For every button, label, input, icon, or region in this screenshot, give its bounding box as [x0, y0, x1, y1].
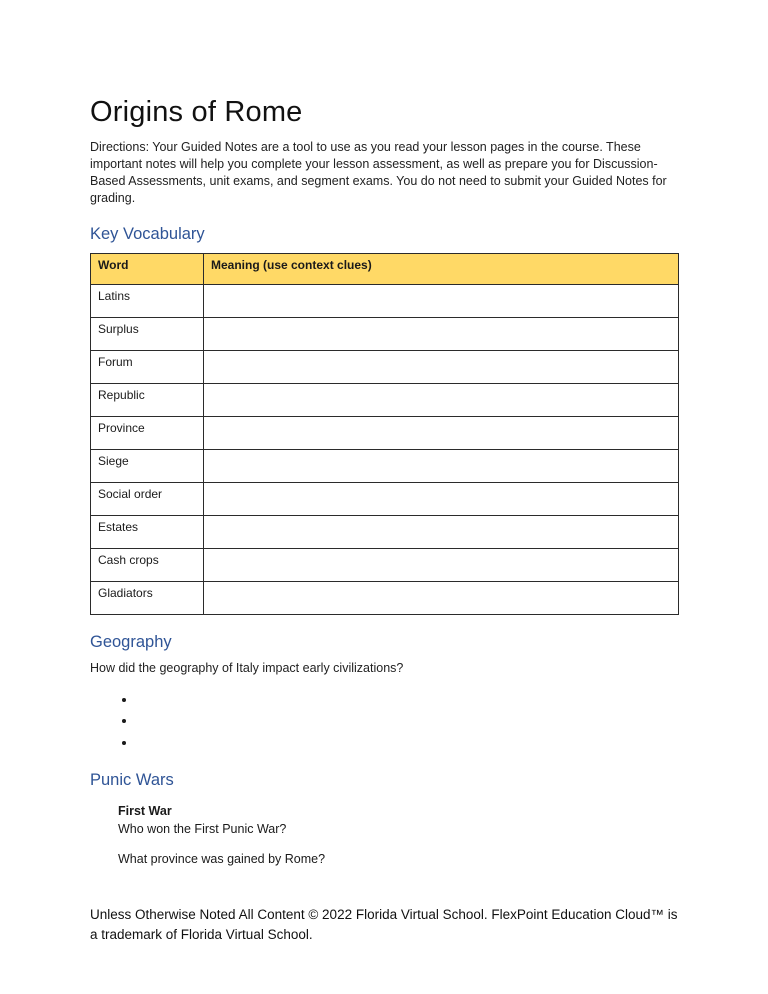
directions-paragraph: Directions: Your Guided Notes are a tool to use as you read your lesson pages in the course. These important notes will help you complete your lesson assessment, as well as prepare you for Discussion-Based Assessments, unit exams, and segment exams. You do not need to submit your Guided Notes for grading. — [90, 140, 667, 205]
section-heading-punic-wars: Punic Wars — [90, 770, 174, 789]
bullet-item[interactable] — [136, 710, 678, 731]
table-row — [91, 351, 679, 384]
punic-wars-subsection — [90, 804, 678, 866]
table-row — [91, 549, 679, 582]
table-header-row — [91, 254, 679, 285]
section-heading-key-vocabulary: Key Vocabulary — [90, 225, 205, 243]
table-header-meaning: Meaning (use context clues) — [204, 254, 679, 285]
geography-bullet-list — [136, 689, 678, 753]
punic-question-1: Who won the First Punic War? — [118, 821, 287, 836]
meaning-cell[interactable] — [204, 351, 679, 384]
meaning-cell[interactable] — [204, 318, 679, 351]
word-cell: Siege — [91, 450, 204, 483]
table-row — [91, 582, 679, 615]
word-cell: Social order — [91, 483, 204, 516]
meaning-cell[interactable] — [204, 483, 679, 516]
word-cell: Latins — [91, 285, 204, 318]
word-cell: Surplus — [91, 318, 204, 351]
table-header-word: Word — [91, 254, 204, 285]
table-row — [91, 384, 679, 417]
bullet-item[interactable] — [136, 732, 678, 753]
meaning-cell[interactable] — [204, 582, 679, 615]
word-cell: Forum — [91, 351, 204, 384]
word-cell: Cash crops — [91, 549, 204, 582]
table-row — [91, 417, 679, 450]
section-heading-geography: Geography — [90, 633, 172, 651]
meaning-cell[interactable] — [204, 417, 679, 450]
table-row — [91, 450, 679, 483]
table-row — [91, 483, 679, 516]
meaning-cell[interactable] — [204, 516, 679, 549]
bullet-item[interactable] — [136, 689, 678, 710]
meaning-cell[interactable] — [204, 450, 679, 483]
page-title: Origins of Rome — [90, 96, 303, 128]
meaning-cell[interactable] — [204, 384, 679, 417]
copyright-footer: Unless Otherwise Noted All Content © 2022 Florida Virtual School. FlexPoint Education Cloud™ is a trademark of Florida Virtual School. — [90, 907, 678, 942]
geography-question: How did the geography of Italy impact early civilizations? — [90, 661, 404, 675]
table-row — [91, 285, 679, 318]
word-cell: Estates — [91, 516, 204, 549]
vocabulary-table — [90, 253, 679, 615]
word-cell: Province — [91, 417, 204, 450]
first-war-subheading: First War — [118, 803, 172, 818]
meaning-cell[interactable] — [204, 285, 679, 318]
word-cell: Republic — [91, 384, 204, 417]
punic-question-2: What province was gained by Rome? — [118, 851, 326, 866]
table-row — [91, 318, 679, 351]
meaning-cell[interactable] — [204, 549, 679, 582]
table-row — [91, 516, 679, 549]
word-cell: Gladiators — [91, 582, 204, 615]
